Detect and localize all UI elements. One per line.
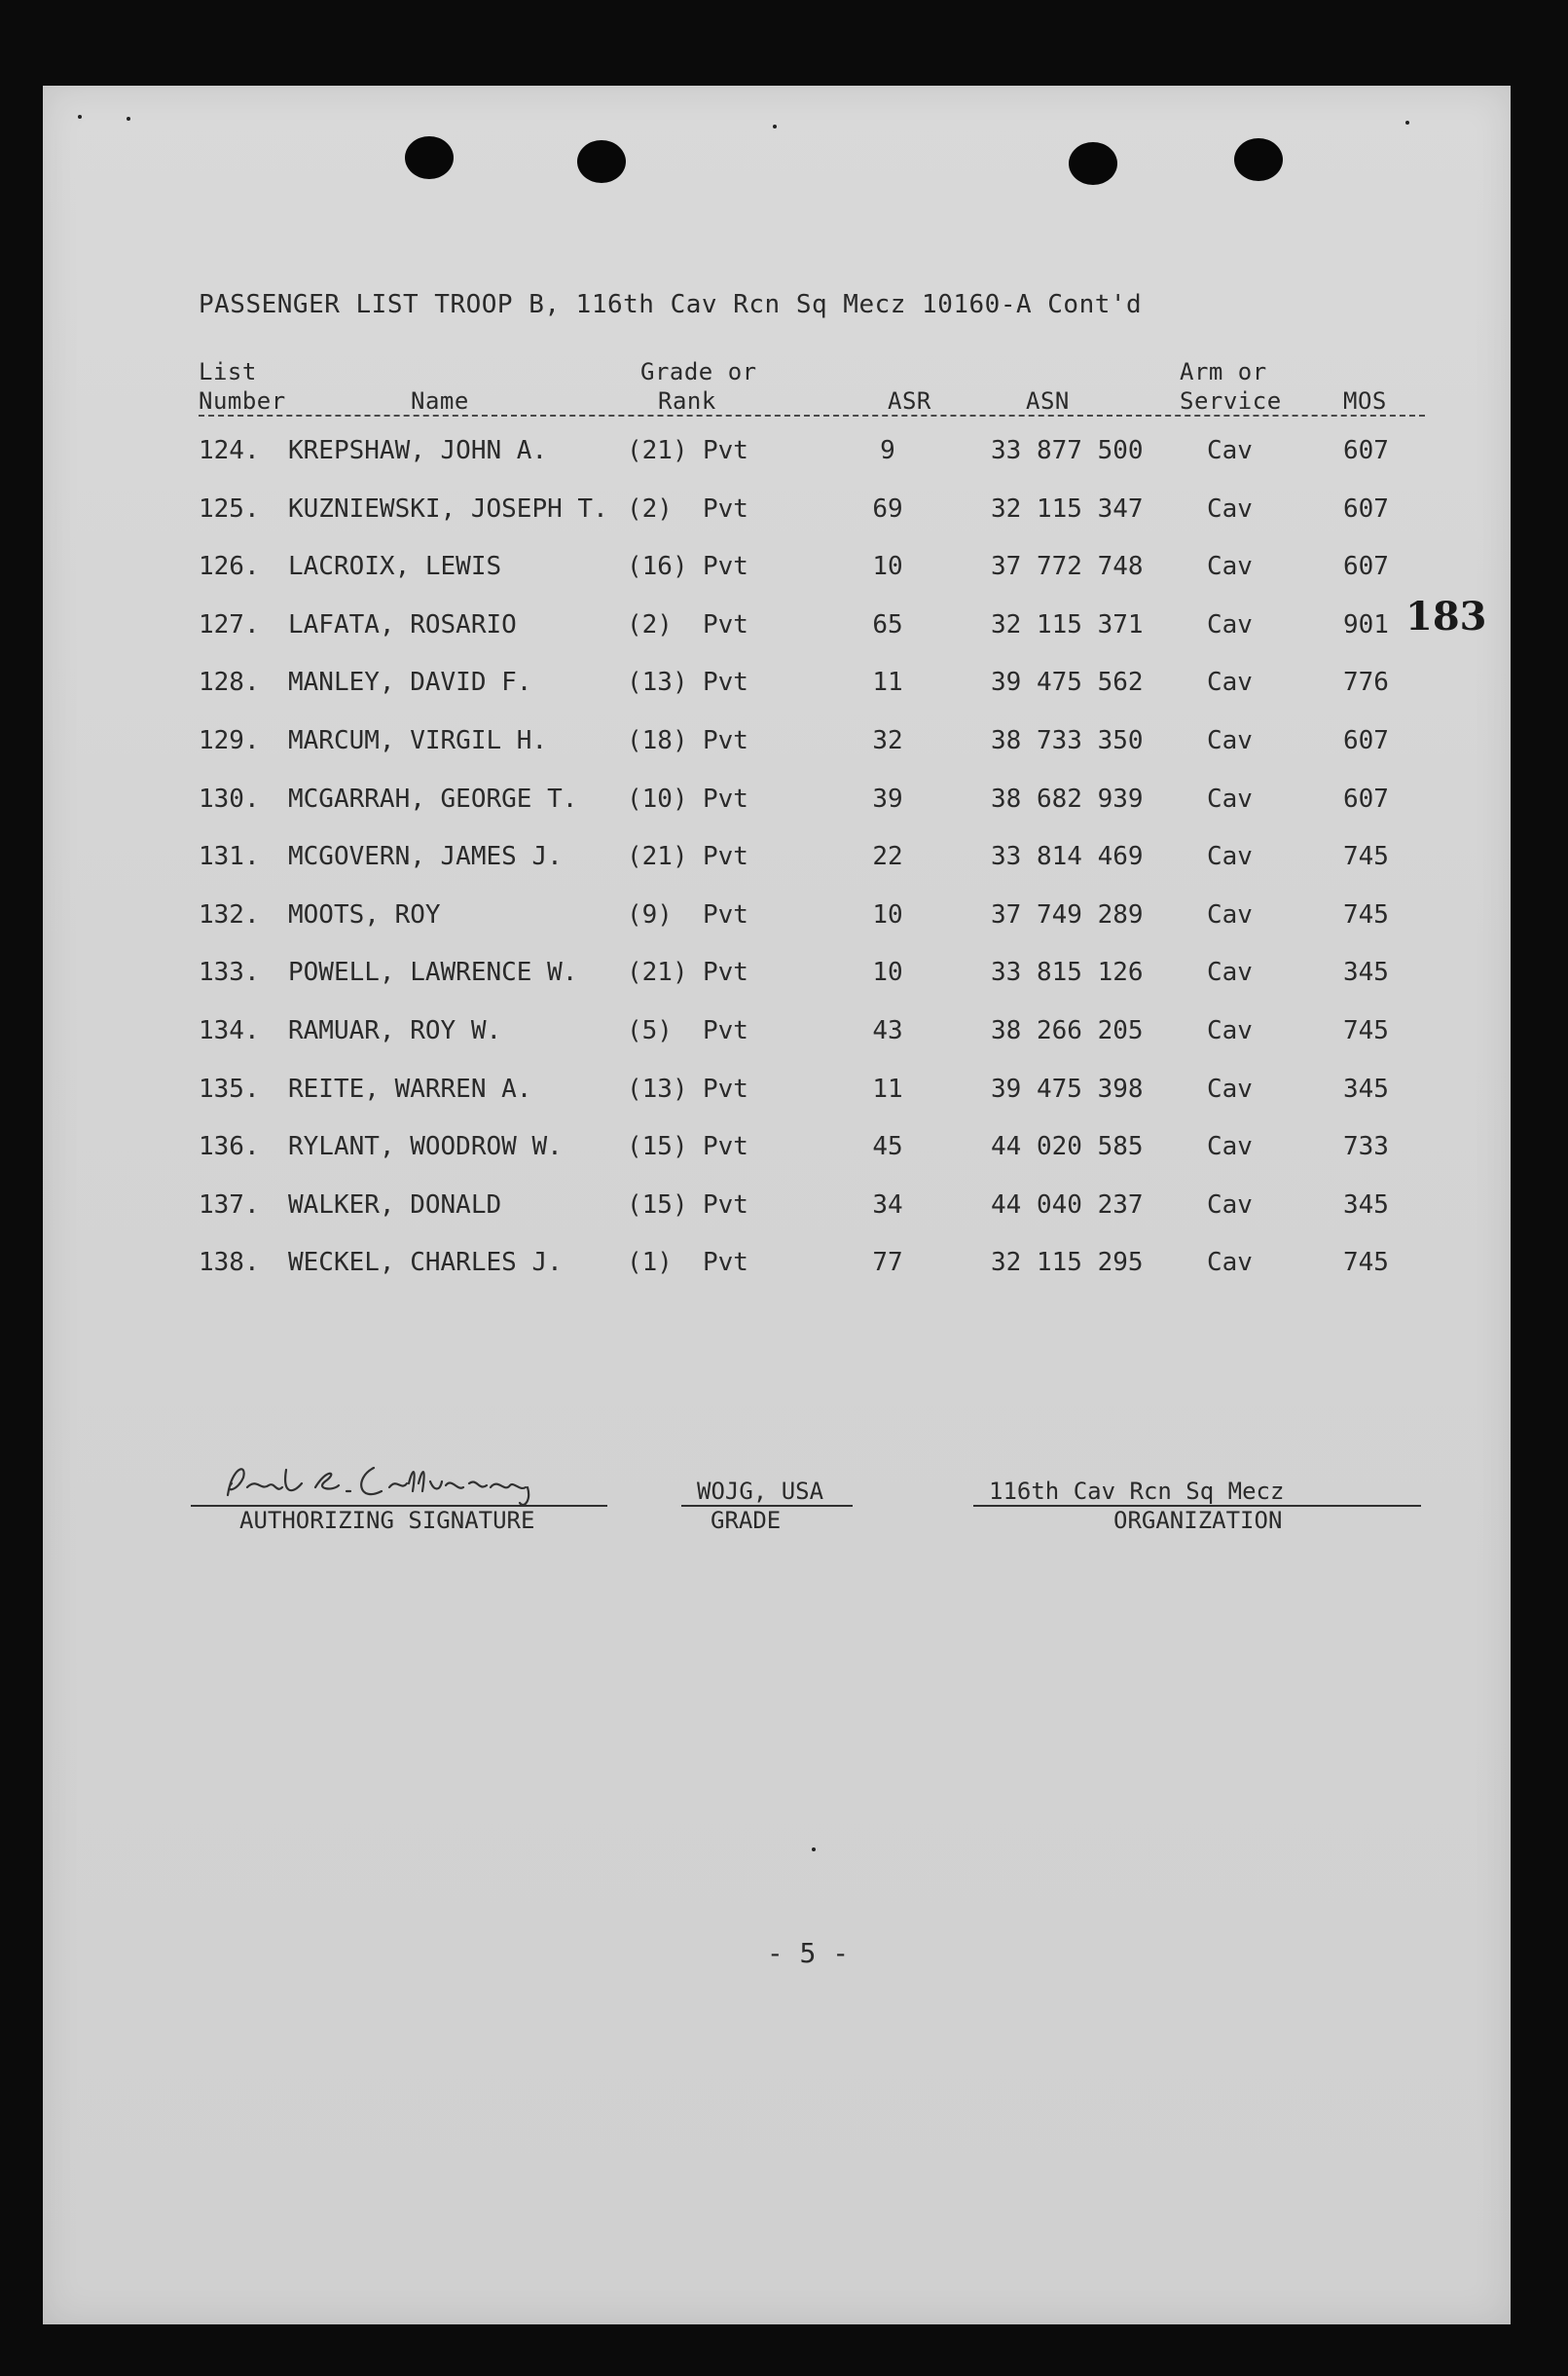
grade-code: (9) bbox=[627, 899, 673, 930]
asr-value: 34 bbox=[872, 1189, 903, 1220]
punch-hole bbox=[1234, 138, 1283, 181]
passenger-name: LACROIX, LEWIS bbox=[288, 552, 502, 582]
page-stamp-number: 183 bbox=[1405, 594, 1487, 640]
asn-value: 32 115 295 bbox=[991, 1248, 1144, 1278]
rank: Pvt bbox=[703, 1074, 748, 1104]
table-row bbox=[0, 785, 1468, 827]
row-number: 133. bbox=[199, 958, 260, 988]
grade-code: (15) bbox=[627, 1132, 688, 1162]
passenger-name: MARCUM, VIRGIL H. bbox=[288, 726, 548, 755]
table-row bbox=[0, 552, 1468, 595]
passenger-name: REITE, WARREN A. bbox=[288, 1074, 532, 1104]
passenger-name: KREPSHAW, JOHN A. bbox=[288, 436, 548, 465]
row-number: 131. bbox=[199, 842, 260, 872]
asn-value: 32 115 347 bbox=[991, 493, 1144, 524]
header-arm-1: Arm or bbox=[1180, 358, 1267, 385]
header-list-number-1: List bbox=[199, 358, 257, 385]
rank: Pvt bbox=[703, 668, 748, 698]
arm-service: Cav bbox=[1207, 1189, 1253, 1220]
rank: Pvt bbox=[703, 842, 748, 872]
page-number: - 5 - bbox=[766, 1937, 850, 1969]
passenger-name: LAFATA, ROSARIO bbox=[288, 609, 517, 640]
asn-value: 44 040 237 bbox=[991, 1189, 1144, 1220]
table-row bbox=[0, 726, 1468, 769]
arm-service: Cav bbox=[1207, 609, 1253, 640]
rank: Pvt bbox=[703, 436, 748, 465]
row-number: 124. bbox=[199, 436, 260, 465]
asn-value: 37 772 748 bbox=[991, 552, 1144, 582]
rank: Pvt bbox=[703, 609, 748, 640]
arm-service: Cav bbox=[1207, 784, 1253, 814]
asn-value: 32 115 371 bbox=[991, 609, 1144, 640]
mos-code: 745 bbox=[1343, 899, 1389, 930]
mos-code: 901 bbox=[1343, 609, 1389, 640]
table-row bbox=[0, 958, 1468, 1001]
table-row bbox=[0, 1248, 1468, 1291]
row-number: 130. bbox=[199, 784, 260, 814]
passenger-name: WECKEL, CHARLES J. bbox=[288, 1248, 563, 1278]
asr-value: 45 bbox=[872, 1132, 903, 1162]
speck bbox=[127, 117, 130, 121]
passenger-name: POWELL, LAWRENCE W. bbox=[288, 958, 578, 988]
grade-code: (13) bbox=[627, 1074, 688, 1104]
header-rule bbox=[199, 415, 1425, 417]
arm-service: Cav bbox=[1207, 842, 1253, 872]
asr-value: 77 bbox=[872, 1248, 903, 1278]
table-row bbox=[0, 610, 1468, 653]
speck bbox=[812, 1847, 816, 1851]
rank: Pvt bbox=[703, 1016, 748, 1045]
asn-value: 39 475 562 bbox=[991, 668, 1144, 698]
mos-code: 607 bbox=[1343, 436, 1389, 465]
grade-code: (21) bbox=[627, 436, 688, 465]
grade-value: WOJG, USA bbox=[697, 1478, 824, 1505]
asn-value: 39 475 398 bbox=[991, 1074, 1144, 1104]
mos-code: 776 bbox=[1343, 668, 1389, 698]
passenger-name: MANLEY, DAVID F. bbox=[288, 668, 532, 698]
grade-caption: GRADE bbox=[711, 1507, 782, 1534]
asr-value: 9 bbox=[880, 436, 895, 465]
asn-value: 38 266 205 bbox=[991, 1016, 1144, 1045]
mos-code: 607 bbox=[1343, 784, 1389, 814]
header-asr: ASR bbox=[888, 387, 931, 415]
rank: Pvt bbox=[703, 784, 748, 814]
grade-code: (21) bbox=[627, 842, 688, 872]
arm-service: Cav bbox=[1207, 958, 1253, 988]
row-number: 128. bbox=[199, 668, 260, 698]
table-row bbox=[0, 1075, 1468, 1117]
header-asn: ASN bbox=[1026, 387, 1070, 415]
asr-value: 10 bbox=[872, 552, 903, 582]
row-number: 129. bbox=[199, 726, 260, 755]
mos-code: 607 bbox=[1343, 552, 1389, 582]
rank: Pvt bbox=[703, 958, 748, 988]
grade-code: (15) bbox=[627, 1189, 688, 1220]
speck bbox=[773, 125, 777, 128]
asr-value: 22 bbox=[872, 842, 903, 872]
mos-code: 745 bbox=[1343, 1016, 1389, 1045]
asn-value: 44 020 585 bbox=[991, 1132, 1144, 1162]
passenger-name: WALKER, DONALD bbox=[288, 1189, 502, 1220]
row-number: 135. bbox=[199, 1074, 260, 1104]
header-list-number-2: Number bbox=[199, 387, 286, 415]
mos-code: 345 bbox=[1343, 958, 1389, 988]
arm-service: Cav bbox=[1207, 493, 1253, 524]
mos-code: 607 bbox=[1343, 726, 1389, 755]
mos-code: 345 bbox=[1343, 1189, 1389, 1220]
rank: Pvt bbox=[703, 552, 748, 582]
arm-service: Cav bbox=[1207, 436, 1253, 465]
mos-code: 745 bbox=[1343, 842, 1389, 872]
asn-value: 33 814 469 bbox=[991, 842, 1144, 872]
table-row bbox=[0, 1016, 1468, 1059]
asr-value: 43 bbox=[872, 1016, 903, 1045]
row-number: 132. bbox=[199, 899, 260, 930]
asr-value: 11 bbox=[872, 1074, 903, 1104]
document-title: PASSENGER LIST TROOP B, 116th Cav Rcn Sq Mecz 10160-A Cont'd bbox=[199, 290, 1143, 319]
rank: Pvt bbox=[703, 1132, 748, 1162]
asr-value: 10 bbox=[872, 958, 903, 988]
speck bbox=[1405, 121, 1409, 125]
organization-value: 116th Cav Rcn Sq Mecz bbox=[989, 1478, 1285, 1505]
asr-value: 10 bbox=[872, 899, 903, 930]
arm-service: Cav bbox=[1207, 1074, 1253, 1104]
arm-service: Cav bbox=[1207, 1016, 1253, 1045]
asr-value: 32 bbox=[872, 726, 903, 755]
passenger-name: KUZNIEWSKI, JOSEPH T. bbox=[288, 493, 608, 524]
rank: Pvt bbox=[703, 726, 748, 755]
asn-value: 33 815 126 bbox=[991, 958, 1144, 988]
asn-value: 38 733 350 bbox=[991, 726, 1144, 755]
table-row bbox=[0, 436, 1468, 479]
header-grade-2: Rank bbox=[658, 387, 716, 415]
arm-service: Cav bbox=[1207, 899, 1253, 930]
signature-caption: AUTHORIZING SIGNATURE bbox=[239, 1507, 535, 1534]
table-row bbox=[0, 842, 1468, 885]
row-number: 138. bbox=[199, 1248, 260, 1278]
speck bbox=[78, 115, 82, 119]
arm-service: Cav bbox=[1207, 552, 1253, 582]
rank: Pvt bbox=[703, 1248, 748, 1278]
grade-code: (10) bbox=[627, 784, 688, 814]
arm-service: Cav bbox=[1207, 668, 1253, 698]
passenger-name: MCGARRAH, GEORGE T. bbox=[288, 784, 578, 814]
header-mos: MOS bbox=[1343, 387, 1387, 415]
mos-code: 745 bbox=[1343, 1248, 1389, 1278]
mos-code: 607 bbox=[1343, 493, 1389, 524]
rank: Pvt bbox=[703, 899, 748, 930]
arm-service: Cav bbox=[1207, 1132, 1253, 1162]
grade-code: (2) bbox=[627, 493, 673, 524]
asn-value: 37 749 289 bbox=[991, 899, 1144, 930]
asr-value: 69 bbox=[872, 493, 903, 524]
grade-code: (16) bbox=[627, 552, 688, 582]
table-row bbox=[0, 1190, 1468, 1233]
row-number: 136. bbox=[199, 1132, 260, 1162]
row-number: 126. bbox=[199, 552, 260, 582]
punch-hole bbox=[405, 136, 454, 179]
header-arm-2: Service bbox=[1180, 387, 1282, 415]
punch-hole bbox=[1069, 142, 1117, 185]
arm-service: Cav bbox=[1207, 1248, 1253, 1278]
grade-code: (1) bbox=[627, 1248, 673, 1278]
rank: Pvt bbox=[703, 1189, 748, 1220]
asr-value: 65 bbox=[872, 609, 903, 640]
arm-service: Cav bbox=[1207, 726, 1253, 755]
rank: Pvt bbox=[703, 493, 748, 524]
punch-hole bbox=[577, 140, 626, 183]
grade-code: (21) bbox=[627, 958, 688, 988]
passenger-name: RAMUAR, ROY W. bbox=[288, 1016, 502, 1045]
header-grade-1: Grade or bbox=[640, 358, 757, 385]
asn-value: 38 682 939 bbox=[991, 784, 1144, 814]
table-row bbox=[0, 494, 1468, 537]
grade-code: (5) bbox=[627, 1016, 673, 1045]
mos-code: 345 bbox=[1343, 1074, 1389, 1104]
asr-value: 39 bbox=[872, 784, 903, 814]
row-number: 137. bbox=[199, 1189, 260, 1220]
passenger-name: RYLANT, WOODROW W. bbox=[288, 1132, 563, 1162]
row-number: 125. bbox=[199, 493, 260, 524]
passenger-name: MCGOVERN, JAMES J. bbox=[288, 842, 563, 872]
passenger-name: MOOTS, ROY bbox=[288, 899, 441, 930]
table-row bbox=[0, 1132, 1468, 1175]
mos-code: 733 bbox=[1343, 1132, 1389, 1162]
row-number: 134. bbox=[199, 1016, 260, 1045]
grade-code: (18) bbox=[627, 726, 688, 755]
grade-code: (13) bbox=[627, 668, 688, 698]
table-row bbox=[0, 668, 1468, 711]
header-name: Name bbox=[411, 387, 469, 415]
table-row bbox=[0, 900, 1468, 943]
asr-value: 11 bbox=[872, 668, 903, 698]
row-number: 127. bbox=[199, 609, 260, 640]
organization-caption: ORGANIZATION bbox=[1113, 1507, 1283, 1534]
asn-value: 33 877 500 bbox=[991, 436, 1144, 465]
grade-code: (2) bbox=[627, 609, 673, 640]
